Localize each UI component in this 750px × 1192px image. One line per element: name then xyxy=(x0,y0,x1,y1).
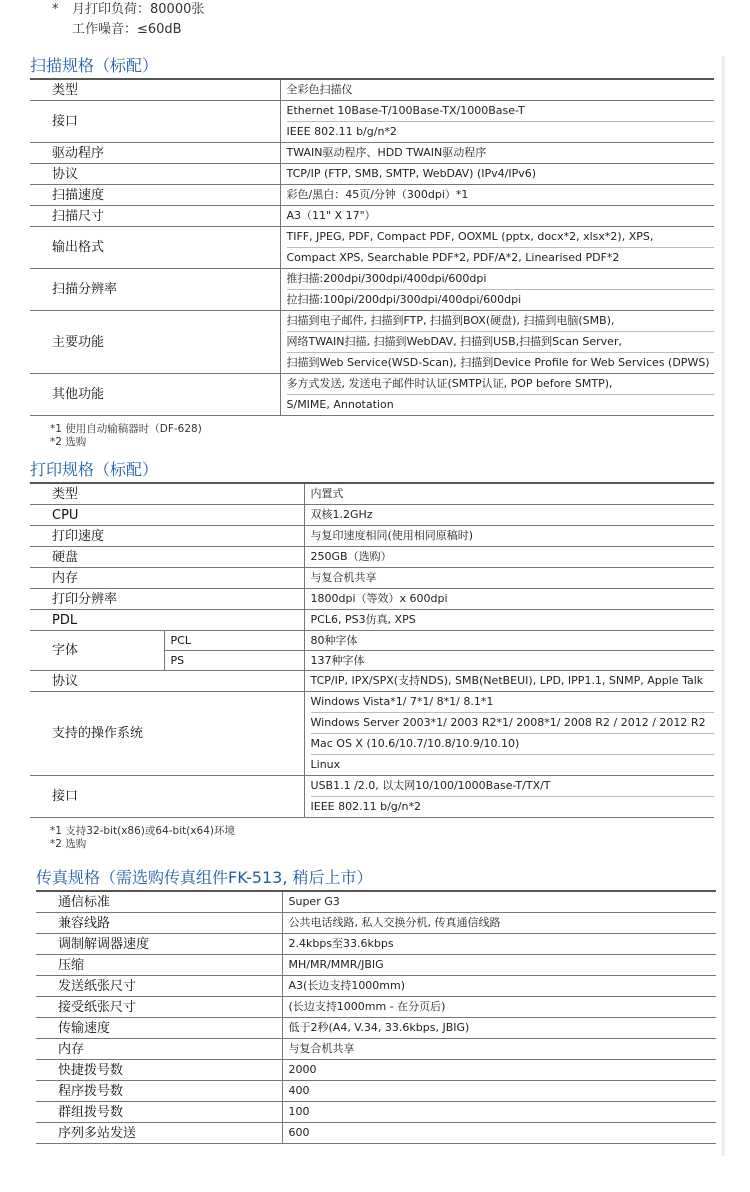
spec-row xyxy=(30,589,714,610)
spec-value xyxy=(282,976,716,997)
spec-value-line: IEEE 802.11 b/g/n*2 xyxy=(311,796,714,817)
spec-value xyxy=(282,891,716,913)
spec-label: PDL xyxy=(30,610,304,631)
spec-value xyxy=(282,1102,716,1123)
spec-value-line: 推扫描:200dpi/300dpi/400dpi/600dpi xyxy=(286,272,487,285)
spec-value-line: 与复合机共享 xyxy=(288,1042,355,1055)
spec-row xyxy=(30,671,714,692)
spec-value-line: TIFF, JPEG, PDF, Compact PDF, OOXML (pptx, docx*2, xlsx*2), XPS, xyxy=(286,230,654,243)
spec-label: 序列多站发送 xyxy=(36,1123,282,1144)
spec-label: 压缩 xyxy=(36,955,282,976)
spec-value xyxy=(280,185,714,206)
spec-value xyxy=(304,671,714,692)
spec-label: 接口 xyxy=(30,101,280,143)
spec-value xyxy=(282,1018,716,1039)
spec-label: 字体 xyxy=(30,631,164,671)
spec-value-line: 拉扫描:100pi/200dpi/300dpi/400dpi/600dpi xyxy=(287,289,715,310)
spec-value-line: 2.4kbps至33.6kbps xyxy=(288,937,394,950)
spec-label: 通信标准 xyxy=(36,891,282,913)
spec-value-line: 与复印速度相同(使用相同原稿时) xyxy=(310,529,474,542)
spec-value-line: 600 xyxy=(288,1126,310,1139)
spec-value-line: 扫描到电子邮件, 扫描到FTP, 扫描到BOX(硬盘), 扫描到电脑(SMB), xyxy=(286,314,615,327)
spec-value-line: A3（11" X 17"） xyxy=(286,209,376,222)
spec-row xyxy=(36,913,716,934)
spec-row xyxy=(36,1018,716,1039)
spec-row xyxy=(30,610,714,631)
spec-value xyxy=(282,934,716,955)
spec-row xyxy=(36,1039,716,1060)
spec-value xyxy=(282,1039,716,1060)
monthly-duty-text: 月打印负荷：80000张 xyxy=(72,2,205,17)
spec-label: 扫描尺寸 xyxy=(30,206,280,227)
fax-spec-table xyxy=(36,890,716,1144)
spec-value xyxy=(304,610,714,631)
spec-value xyxy=(304,526,714,547)
spec-value xyxy=(304,776,714,818)
spec-value-line: S/MIME, Annotation xyxy=(287,394,715,415)
spec-row xyxy=(36,976,716,997)
spec-row xyxy=(30,79,714,101)
spec-value xyxy=(304,568,714,589)
spec-value-line: 双核1.2GHz xyxy=(310,508,373,521)
spec-value xyxy=(280,374,714,416)
spec-value-line: 扫描到Web Service(WSD-Scan), 扫描到Device Profile for Web Services (DPWS) xyxy=(287,352,715,373)
spec-label: 程序拨号数 xyxy=(36,1081,282,1102)
spec-value-line: Compact XPS, Searchable PDF*2, PDF/A*2, Linearised PDF*2 xyxy=(287,247,715,268)
spec-value xyxy=(282,1081,716,1102)
spec-row xyxy=(30,206,714,227)
spec-row xyxy=(30,483,714,505)
spec-label: 传输速度 xyxy=(36,1018,282,1039)
spec-value xyxy=(282,955,716,976)
spec-row xyxy=(30,547,714,568)
spec-value xyxy=(282,913,716,934)
spec-row xyxy=(36,1081,716,1102)
spec-value xyxy=(280,101,714,143)
spec-row xyxy=(30,101,714,143)
top-notes xyxy=(52,0,204,40)
spec-value-line: PCL6, PS3仿真, XPS xyxy=(310,613,416,626)
spec-value xyxy=(282,997,716,1018)
spec-value-line: 100 xyxy=(288,1105,310,1118)
spec-value-line: (长边支持1000mm - 在分页后) xyxy=(288,1000,446,1013)
spec-row xyxy=(36,997,716,1018)
footnote-line: *2 选购 xyxy=(50,838,87,850)
spec-value xyxy=(280,79,714,101)
spec-row xyxy=(30,568,714,589)
spec-label: 打印速度 xyxy=(30,526,304,547)
spec-value-line: Windows Server 2003*1/ 2003 R2*1/ 2008*1/ 2008 R2 / 2012 / 2012 R2 xyxy=(311,712,714,733)
spec-value-line: 内置式 xyxy=(310,487,344,500)
spec-value-line: 低于2秒(A4, V.34, 33.6kbps, JBIG) xyxy=(288,1021,470,1034)
spec-row xyxy=(30,374,714,416)
spec-value-line: 多方式发送, 发送电子邮件时认证(SMTP认证, POP before SMTP), xyxy=(286,377,613,390)
footnote-line: *1 使用自动输稿器时（DF-628) xyxy=(50,423,202,435)
spec-value xyxy=(280,311,714,374)
spec-label: 发送纸张尺寸 xyxy=(36,976,282,997)
spec-label: 驱动程序 xyxy=(30,143,280,164)
spec-label: 内存 xyxy=(36,1039,282,1060)
spec-label: 快捷拨号数 xyxy=(36,1060,282,1081)
scan-spec-section xyxy=(30,54,714,449)
spec-row xyxy=(36,891,716,913)
spec-value-line: 400 xyxy=(288,1084,310,1097)
footnote-line: *1 支持32-bit(x86)或64-bit(x64)环境 xyxy=(50,825,236,837)
spec-label: 调制解调器速度 xyxy=(36,934,282,955)
spec-label: 协议 xyxy=(30,671,304,692)
spec-row xyxy=(36,934,716,955)
print-spec-section xyxy=(30,458,714,851)
spec-row xyxy=(30,311,714,374)
spec-value-line: IEEE 802.11 b/g/n*2 xyxy=(287,121,715,142)
spec-row xyxy=(30,185,714,206)
spec-label: 扫描分辨率 xyxy=(30,269,280,311)
spec-value-line: Ethernet 10Base-T/100Base-TX/1000Base-T xyxy=(286,104,525,117)
spec-value-line: Mac OS X (10.6/10.7/10.8/10.9/10.10) xyxy=(311,733,714,754)
spec-value-line: 全彩色扫描仪 xyxy=(286,83,353,96)
spec-value xyxy=(304,692,714,776)
spec-value-line: 2000 xyxy=(288,1063,317,1076)
spec-value-line: 公共电话线路, 私人交换分机, 传真通信线路 xyxy=(288,916,501,929)
spec-row xyxy=(30,776,714,818)
spec-row xyxy=(30,692,714,776)
spec-row xyxy=(30,269,714,311)
noise-text: 工作噪音：≤60dB xyxy=(72,22,182,37)
spec-value-line: Super G3 xyxy=(288,895,340,908)
spec-label: 接口 xyxy=(30,776,304,818)
spec-value xyxy=(280,164,714,185)
spec-value xyxy=(280,206,714,227)
spec-value-line: MH/MR/MMR/JBIG xyxy=(288,958,384,971)
spec-row xyxy=(30,505,714,526)
spec-value xyxy=(280,227,714,269)
spec-sublabel: PCL xyxy=(164,631,304,651)
spec-value-line: Linux xyxy=(311,754,714,775)
spec-label: 其他功能 xyxy=(30,374,280,416)
spec-value-line: 彩色/黑白：45页/分钟（300dpi）*1 xyxy=(286,188,469,201)
spec-row xyxy=(30,143,714,164)
spec-value-line: 网络TWAIN扫描, 扫描到WebDAV, 扫描到USB,扫描到Scan Server, xyxy=(287,331,715,352)
spec-label: 接受纸张尺寸 xyxy=(36,997,282,1018)
print-spec-table xyxy=(30,482,714,818)
spec-label: 输出格式 xyxy=(30,227,280,269)
spec-label: 支持的操作系统 xyxy=(30,692,304,776)
spec-value xyxy=(304,505,714,526)
spec-value-line: 250GB（选购） xyxy=(310,550,392,563)
spec-value xyxy=(280,269,714,311)
spec-value xyxy=(280,143,714,164)
spec-value xyxy=(282,1060,716,1081)
scan-footnotes xyxy=(30,423,714,449)
spec-value xyxy=(304,589,714,610)
spec-value-line: TCP/IP (FTP, SMB, SMTP, WebDAV) (IPv4/IPv6) xyxy=(286,167,537,180)
spec-label: 扫描速度 xyxy=(30,185,280,206)
spec-value-line: TWAIN驱动程序、HDD TWAIN驱动程序 xyxy=(286,146,487,159)
spec-value-line: Windows Vista*1/ 7*1/ 8*1/ 8.1*1 xyxy=(310,695,494,708)
bullet: * xyxy=(52,2,59,17)
spec-label: 打印分辨率 xyxy=(30,589,304,610)
spec-row xyxy=(30,526,714,547)
print-spec-title: 打印规格（标配） xyxy=(30,460,159,479)
spec-row xyxy=(36,1060,716,1081)
fax-spec-title: 传真规格（需选购传真组件FK-513, 稍后上市） xyxy=(36,868,373,887)
spec-value-line: USB1.1 /2.0, 以太网10/100/1000Base-T/TX/T xyxy=(310,779,551,792)
spec-value: 137种字体 xyxy=(304,651,714,671)
footnote-line: *2 选购 xyxy=(50,436,87,448)
spec-row xyxy=(30,227,714,269)
spec-value-line: 1800dpi（等效）x 600dpi xyxy=(310,592,448,605)
spec-label: 类型 xyxy=(30,483,304,505)
spec-sublabel: PS xyxy=(164,651,304,671)
spec-value xyxy=(282,1123,716,1144)
spec-row xyxy=(30,631,714,651)
spec-value-line: 与复合机共享 xyxy=(310,571,377,584)
spec-value-line: TCP/IP, IPX/SPX(支持NDS), SMB(NetBEUI), LPD, IPP1.1, SNMP, Apple Talk xyxy=(310,674,704,687)
spec-row xyxy=(36,1123,716,1144)
spec-value xyxy=(304,483,714,505)
spec-label: 群组拨号数 xyxy=(36,1102,282,1123)
scan-spec-title: 扫描规格（标配） xyxy=(30,56,159,75)
fax-spec-section xyxy=(36,866,716,1144)
spec-row xyxy=(30,164,714,185)
spec-row xyxy=(36,1102,716,1123)
spec-label: CPU xyxy=(30,505,304,526)
spec-label: 类型 xyxy=(30,79,280,101)
print-footnotes xyxy=(30,825,714,851)
spec-label: 主要功能 xyxy=(30,311,280,374)
spec-label: 硬盘 xyxy=(30,547,304,568)
spec-label: 协议 xyxy=(30,164,280,185)
spec-label: 兼容线路 xyxy=(36,913,282,934)
spec-value xyxy=(304,547,714,568)
scan-spec-table xyxy=(30,78,714,416)
spec-row xyxy=(36,955,716,976)
spec-value: 80种字体 xyxy=(304,631,714,651)
spec-label: 内存 xyxy=(30,568,304,589)
spec-value-line: A3(长边支持1000mm) xyxy=(288,979,406,992)
